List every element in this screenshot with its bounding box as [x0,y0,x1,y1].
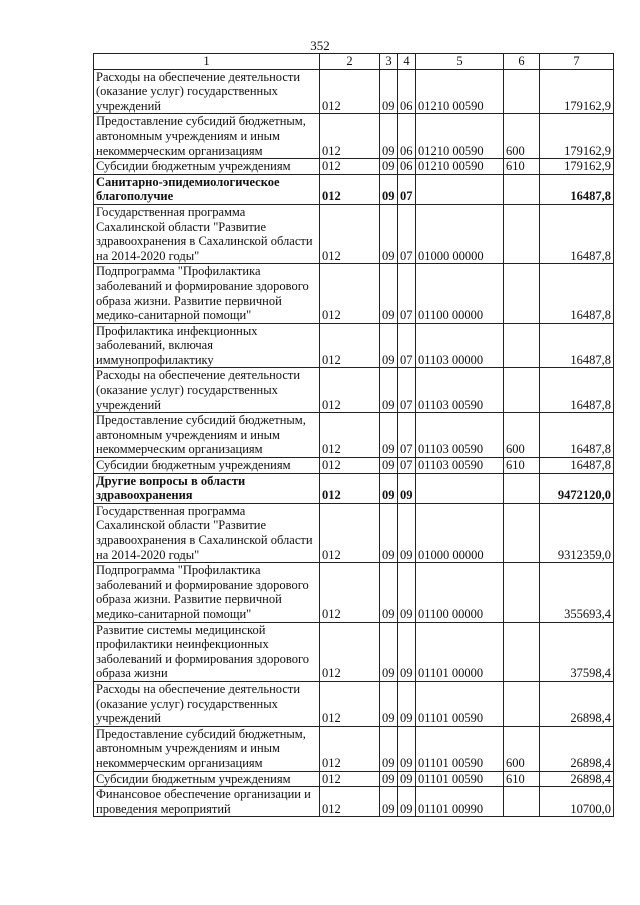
cell-amount: 16487,8 [540,174,614,204]
cell-target-article-code: 01100 00000 [416,264,504,323]
cell-ministry-code: 012 [320,473,380,503]
cell-amount: 16487,8 [540,204,614,263]
table-row [94,726,614,771]
table-row [94,114,614,159]
cell-amount: 16487,8 [540,323,614,368]
cell-section-code: 09 [380,726,398,771]
row-description: Субсидии бюджетным учреждениям [94,159,320,175]
column-number-row [94,54,614,70]
cell-target-article-code: 01000 00000 [416,503,504,562]
row-description: Предоставление субсидий бюджетным, автономным учреждениям и иным некоммерческим организациям [94,114,320,159]
cell-target-article-code: 01000 00000 [416,204,504,263]
cell-expense-type-code: 610 [504,159,540,175]
cell-amount: 26898,4 [540,771,614,787]
row-description: Профилактика инфекционных заболеваний, включая иммунопрофилактику [94,323,320,368]
row-description: Расходы на обеспечение деятельности (оказание услуг) государственных учреждений [94,69,320,114]
cell-subsection-code: 07 [398,174,416,204]
cell-amount: 26898,4 [540,726,614,771]
cell-amount: 37598,4 [540,622,614,681]
page-number: 352 [310,38,330,53]
cell-section-code: 09 [380,622,398,681]
cell-expense-type-code [504,563,540,622]
cell-target-article-code [416,473,504,503]
cell-expense-type-code: 610 [504,458,540,474]
table-row [94,204,614,263]
cell-target-article-code: 01103 00590 [416,458,504,474]
cell-expense-type-code [504,503,540,562]
cell-ministry-code: 012 [320,159,380,175]
cell-ministry-code: 012 [320,622,380,681]
cell-amount: 16487,8 [540,264,614,323]
cell-section-code: 09 [380,771,398,787]
cell-amount: 9312359,0 [540,503,614,562]
table-row [94,458,614,474]
cell-target-article-code: 01101 00590 [416,726,504,771]
cell-section-code: 09 [380,264,398,323]
table-row [94,323,614,368]
cell-ministry-code: 012 [320,69,380,114]
cell-amount: 355693,4 [540,563,614,622]
table-row [94,69,614,114]
cell-section-code: 09 [380,503,398,562]
cell-expense-type-code [504,787,540,817]
cell-amount: 179162,9 [540,114,614,159]
cell-section-code: 09 [380,787,398,817]
cell-section-code: 09 [380,159,398,175]
table-row [94,622,614,681]
cell-subsection-code: 06 [398,69,416,114]
cell-subsection-code: 09 [398,771,416,787]
cell-subsection-code: 07 [398,458,416,474]
cell-section-code: 09 [380,458,398,474]
cell-subsection-code: 07 [398,368,416,413]
cell-subsection-code: 09 [398,787,416,817]
column-number: 5 [416,54,504,70]
table-row [94,503,614,562]
column-number: 7 [540,54,614,70]
cell-expense-type-code [504,204,540,263]
cell-ministry-code: 012 [320,771,380,787]
cell-section-code: 09 [380,69,398,114]
cell-section-code: 09 [380,114,398,159]
cell-expense-type-code [504,622,540,681]
table-body [94,54,614,817]
row-description: Субсидии бюджетным учреждениям [94,458,320,474]
cell-expense-type-code [504,473,540,503]
table-row [94,787,614,817]
column-number: 6 [504,54,540,70]
cell-ministry-code: 012 [320,787,380,817]
cell-expense-type-code [504,368,540,413]
cell-amount: 16487,8 [540,458,614,474]
cell-subsection-code: 09 [398,726,416,771]
cell-subsection-code: 09 [398,622,416,681]
cell-ministry-code: 012 [320,264,380,323]
cell-section-code: 09 [380,563,398,622]
table-row [94,159,614,175]
cell-expense-type-code: 600 [504,726,540,771]
cell-subsection-code: 06 [398,114,416,159]
cell-section-code: 09 [380,681,398,726]
row-description: Субсидии бюджетным учреждениям [94,771,320,787]
cell-expense-type-code [504,264,540,323]
row-description: Расходы на обеспечение деятельности (оказание услуг) государственных учреждений [94,368,320,413]
cell-amount: 26898,4 [540,681,614,726]
row-description: Развитие системы медицинской профилактики неинфекционных заболеваний и формирования здорового образа жизни [94,622,320,681]
cell-expense-type-code: 600 [504,413,540,458]
cell-amount: 16487,8 [540,413,614,458]
cell-subsection-code: 09 [398,503,416,562]
cell-target-article-code: 01210 00590 [416,69,504,114]
cell-section-code: 09 [380,413,398,458]
cell-subsection-code: 06 [398,159,416,175]
cell-amount: 9472120,0 [540,473,614,503]
cell-amount: 179162,9 [540,69,614,114]
cell-amount: 179162,9 [540,159,614,175]
cell-target-article-code: 01210 00590 [416,159,504,175]
row-description: Государственная программа Сахалинской области "Развитие здравоохранения в Сахалинской области на 2014-2020 годы" [94,204,320,263]
budget-table [93,53,614,817]
cell-subsection-code: 07 [398,204,416,263]
cell-subsection-code: 09 [398,681,416,726]
table-row [94,771,614,787]
table-row [94,563,614,622]
cell-subsection-code: 07 [398,413,416,458]
cell-ministry-code: 012 [320,174,380,204]
cell-expense-type-code [504,323,540,368]
cell-ministry-code: 012 [320,413,380,458]
cell-target-article-code: 01101 00590 [416,681,504,726]
cell-ministry-code: 012 [320,726,380,771]
cell-amount: 10700,0 [540,787,614,817]
cell-target-article-code: 01103 00590 [416,413,504,458]
cell-target-article-code: 01210 00590 [416,114,504,159]
cell-subsection-code: 09 [398,473,416,503]
cell-ministry-code: 012 [320,323,380,368]
cell-expense-type-code [504,681,540,726]
table-row [94,681,614,726]
cell-expense-type-code: 600 [504,114,540,159]
table-row [94,264,614,323]
row-description: Предоставление субсидий бюджетным, автономным учреждениям и иным некоммерческим организациям [94,726,320,771]
cell-target-article-code: 01103 00000 [416,323,504,368]
table-row [94,174,614,204]
column-number: 1 [94,54,320,70]
column-number: 3 [380,54,398,70]
table-row [94,473,614,503]
column-number: 2 [320,54,380,70]
cell-target-article-code: 01100 00000 [416,563,504,622]
column-number: 4 [398,54,416,70]
cell-section-code: 09 [380,204,398,263]
cell-section-code: 09 [380,473,398,503]
cell-expense-type-code [504,69,540,114]
cell-ministry-code: 012 [320,204,380,263]
cell-expense-type-code: 610 [504,771,540,787]
cell-expense-type-code [504,174,540,204]
cell-target-article-code: 01103 00590 [416,368,504,413]
cell-section-code: 09 [380,368,398,413]
cell-section-code: 09 [380,323,398,368]
cell-target-article-code: 01101 00590 [416,771,504,787]
cell-target-article-code: 01101 00990 [416,787,504,817]
row-description: Другие вопросы в области здравоохранения [94,473,320,503]
cell-ministry-code: 012 [320,368,380,413]
row-description: Предоставление субсидий бюджетным, автономным учреждениям и иным некоммерческим организациям [94,413,320,458]
row-description: Подпрограмма "Профилактика заболеваний и формирование здорового образа жизни. Развитие первичной медико-санитарной помощи" [94,264,320,323]
row-description: Финансовое обеспечение организации и проведения мероприятий [94,787,320,817]
row-description: Расходы на обеспечение деятельности (оказание услуг) государственных учреждений [94,681,320,726]
cell-ministry-code: 012 [320,458,380,474]
row-description: Подпрограмма "Профилактика заболеваний и формирование здорового образа жизни. Развитие первичной медико-санитарной помощи" [94,563,320,622]
cell-subsection-code: 07 [398,323,416,368]
cell-amount: 16487,8 [540,368,614,413]
cell-section-code: 09 [380,174,398,204]
row-description: Государственная программа Сахалинской области "Развитие здравоохранения в Сахалинской области на 2014-2020 годы" [94,503,320,562]
table-row [94,368,614,413]
cell-ministry-code: 012 [320,681,380,726]
cell-ministry-code: 012 [320,563,380,622]
row-description: Санитарно-эпидемиологическое благополучие [94,174,320,204]
cell-target-article-code: 01101 00000 [416,622,504,681]
cell-ministry-code: 012 [320,114,380,159]
cell-subsection-code: 09 [398,563,416,622]
cell-subsection-code: 07 [398,264,416,323]
cell-ministry-code: 012 [320,503,380,562]
table-row [94,413,614,458]
cell-target-article-code [416,174,504,204]
